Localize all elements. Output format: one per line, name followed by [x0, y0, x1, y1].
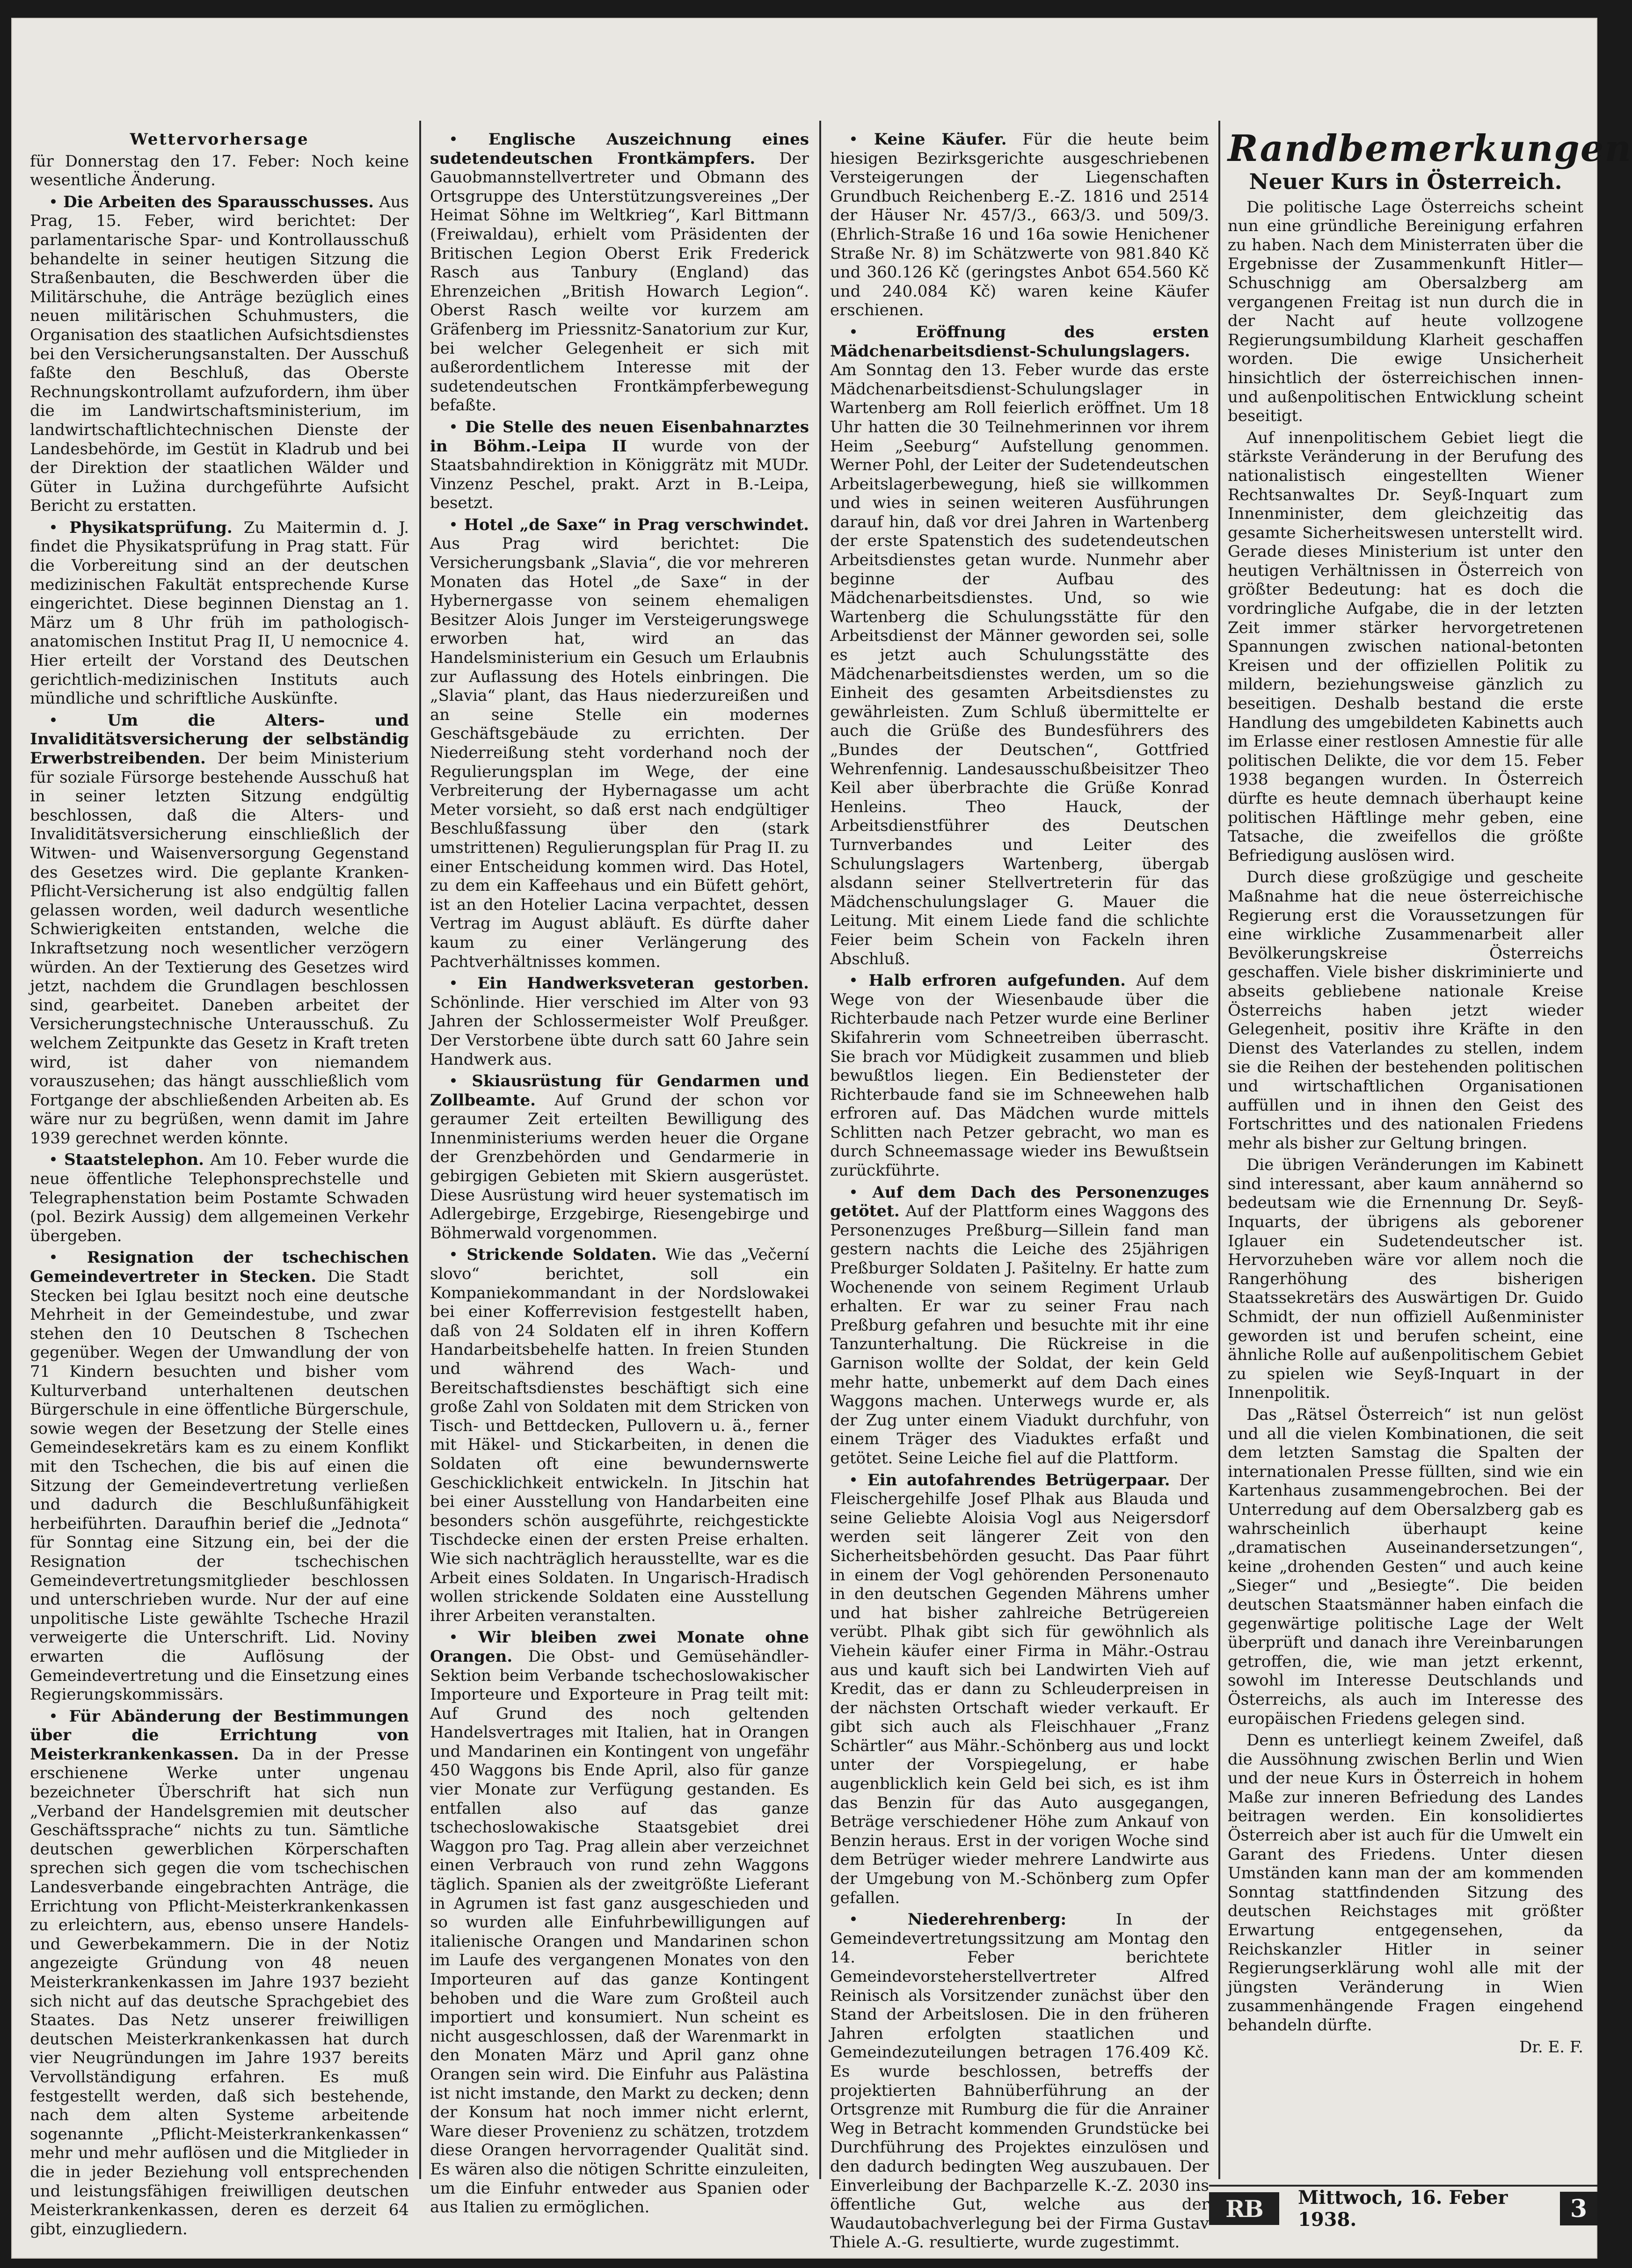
article-body: Auf dem Wege von der Wiesenbaude über die Richterbaude nach Petzer wurde eine Berliner Skifahrerin vom Schneetreiben überrascht. Sie brach vor Müdigkeit zusammen und blieb bewußtlos liegen. Ein Bediensteter der Richterbaude fand sie im Schneewehen halb erfroren auf. Das Mädchen wurde mittels Schlitten nach Petzer gebracht, wo man es durch Schneemassage wieder ins Bewußtsein zurückführte.: [830, 971, 1209, 1180]
article-body: Zu Maitermin d. J. findet die Physikatsprüfung in Prag statt. Für die Vorbereitung sind an der deutschen medizinischen Fakultät entsprechende Kurse eingerichtet. Diese beginnen Dienstag an 1. März um 8 Uhr früh im pathologisch-anatomischen Institut Prag II, U nemocnice 4. Hier erteilt der Vorstand des Deutschen gerichtlich-medizinischen Instituts auch mündliche und schriftliche Auskünfte.: [30, 518, 409, 708]
article-body: In der Gemeindevertretungssitzung am Montag den 14. Feber berichtete Gemeindevorsteherstellvertreter Alfred Reinisch als Vorsitzender zunächst über den Stand der Arbeitslosen. Die in den früheren Jahren erfolgten staatlichen und Gemeindezuteilungen betragen 176.409 Kč. Es wurde beschlossen, betreffs der projektierten Bahnüberführung an der Ortsgrenze mit Rumburg die für die Anrainer Weg in Betracht kommenden Grundstücke bei Durchführung des Projektes einzulösen und den dadurch bedingten Weg auszubauen. Der Einverleibung der Bachparzelle K.-Z. 2030 ins öffentliche Gut, welche aus der Waudautobachverlegung bei der Firma Gustav Thiele A.-G. resultierte, wurde zugestimmt.: [830, 1910, 1209, 2252]
article: • Skiausrüstung für Gendarmen und Zollbeamte. Auf Grund der schon vor geraumer Zeit erteilten Bewilligung des Innenministeriums werden heuer die Organe der Grenzbehörden und Gendarmerie in gebirgigen Gebieten mit Skiern ausgerüstet. Diese Ausrüstung wird heuer systematisch im Adlergebirge, Erzgebirge, Riesengebirge und Böhmerwald vorgenommen.: [430, 1072, 809, 1243]
issue-date: Mittwoch, 16. Feber 1938.: [1298, 2187, 1508, 2231]
article-body: Da in der Presse erschienene Werke unter ungenau bezeichneter Überschrift hat sich nun „Verband der Handelsgremien mit deutscher Geschäftssprache“ nichts zu tun. Sämtliche deutschen gewerblichen Körperschaften sprechen sich gegen die vom tschechischen Landesverbande eingebrachten Anträge, die Errichtung von Pflicht-Meisterkrankenkassen zu erleichtern, aus, ebenso unsere Handels- und Gewerbekammern. Die in der Notiz angezeigte Gründung von 48 neuen Meisterkrankenkassen im Jahre 1937 bezieht sich nicht auf das deutsche Sprachgebiet des Staates. Das Netz unserer freiwilligen deutschen Meisterkrankenkassen hat durch vier Neugründungen im Jahre 1937 bereits Vervollständigung erfahren. Es muß festgestellt werden, daß sich bestehende, nach dem alten Systeme arbeitende sogenannte „Pflicht-Meisterkrankenkassen“ mehr und mehr auflösen und die Mitglieder in die in jeder Beziehung voll entsprechenden und leistungsfähigen freiwilligen deutschen Meisterkrankenkassen, deren es derzeit 64 gibt, einzugliedern.: [30, 1745, 409, 2239]
article-headline: Resignation der tschechischen Gemeindevertreter in Stecken.: [30, 1248, 409, 1287]
article-body: Auf Grund der schon vor geraumer Zeit erteilten Bewilligung des Innenministeriums werden heuer die Organe der Grenzbehörden und Gendarmerie in gebirgigen Gebieten mit Skiern ausgerüstet. Diese Ausrüstung wird heuer systematisch im Adlergebirge, Erzgebirge, Riesengebirge und Böhmerwald vorgenommen.: [430, 1090, 809, 1243]
article-headline: Auf dem Dach des Personenzuges getötet.: [830, 1183, 1209, 1221]
article: • Halb erfroren aufgefunden. Auf dem Wege von der Wiesenbaude über die Richterbaude nach Petzer wurde eine Berliner Skifahrerin vom Schneetreiben überrascht. Sie brach vor Müdigkeit zusammen und blieb bewußtlos liegen. Ein Bediensteter der Richterbaude fand sie im Schneewehen halb erfroren auf. Das Mädchen wurde mittels Schlitten nach Petzer gebracht, wo man es durch Schneemassage wieder ins Bewußtsein zurückführte.: [830, 971, 1209, 1180]
article-headline: Englische Auszeichnung eines sudetendeutschen Frontkämpfers.: [430, 130, 809, 168]
article: • Hotel „de Saxe“ in Prag verschwindet. Aus Prag wird berichtet: Die Versicherungsbank „Slavia“, die vor mehreren Monaten das Hotel „de Saxe“ in der Hybernergasse von seinem ehemaligen Besitzer Alois Junger im Versteigerungswege erworben hat, wird an das Handelsministerium ein Gesuch um Erlaubnis zur Auflassung des Hotels einbringen. Die „Slavia“ plant, das Haus niederzureißen und an seine Stelle ein modernes Geschäftsgebäude zu errichten. Der Niederreißung steht vorderhand noch der Regulierungsplan im Wege, der eine Verbreiterung der Hybernagasse um acht Meter vorsieht, so daß erst nach endgültiger Beschlußfassung über den (stark umstrittenen) Regulierungsplan für Prag II. zu einer Entscheidung kommen wird. Das Hotel, zu dem ein Kaffeehaus und ein Büfett gehört, ist an den Hotelier Lacina verpachtet, dessen Vertrag im August abläuft. Es dürfte daher kaum zu einer Verlängerung des Pachtverhältnisses kommen.: [430, 515, 809, 971]
article-body: Auf der Plattform eines Waggons des Personenzuges Preßburg—Sillein fand man gestern nachts die Leiche des 25jährigen Preßburger Soldaten J. Pašitelny. Er hatte zum Wochenende von seinem Regiment Urlaub erhalten. Er war zu seiner Frau nach Preßburg gefahren und besuchte mit ihr eine Tanzunterhaltung. Die Rückreise in die Garnison wollte der Soldat, der kein Geld mehr hatte, unbemerkt auf dem Dach eines Waggons machen. Unterwegs wurde er, als der Zug unter einem Viadukt durchfuhr, von einem Träger des Viaduktes erfaßt und getötet. Seine Leiche fiel auf die Plattform.: [830, 1202, 1209, 1468]
article-body: wurde von der Staatsbahndirektion in Königgrätz mit MUDr. Vinzenz Peschel, prakt. Arzt in B.-Leipa, besetzt.: [430, 436, 809, 513]
article-headline: Ein Handwerksveteran gestorben.: [477, 974, 809, 993]
forecast-text: für Donnerstag den 17. Feber: Noch keine wesentliche Änderung.: [30, 152, 409, 190]
commentary-paragraph: Denn es unterliegt keinem Zweifel, daß die Aussöhnung zwischen Berlin und Wien und der neue Kurs in Österreich in hohem Maße zur inneren Befriedung des Landes beitragen werden. Ein konsolidiertes Österreich aber ist auch für die Umwelt ein Garant des Friedens. Unter diesen Umständen kann man der am kommenden Sonntag stattfindenden Sitzung des deutschen Reichstages mit größter Erwartung entgegensehen, da Reichskanzler Hitler in seiner Regierungserklärung wohl alle mit der jüngsten Veränderung in Wien zusammenhängende Fragen eingehend behandeln dürfte.: [1228, 1731, 1583, 2035]
article: • Wir bleiben zwei Monate ohne Orangen. Die Obst- und Gemüsehändler-Sektion beim Verbande tschechoslowakischer Importeure und Exporteure in Prag teilt mit: Auf Grund des noch geltenden Handelsvertrages mit Italien, hat in Orangen und Mandarinen ein Kontingent von ungefähr 450 Waggons bis Ende April, also für ganze vier Monate zur Verfügung gestanden. Es entfallen also auf das ganze tschechoslowakische Staatsgebiet drei Waggon pro Tag. Prag allein aber verzeichnet einen Verbrauch von rund zehn Waggons täglich. Spanien als der zweitgrößte Lieferant in Agrumen ist fast ganz ausgeschieden und so wurden alle Einfuhrbewilligungen auf italienische Orangen und Mandarinen schon im Laufe des vergangenen Monates von den Importeuren auf das ganze Kontingent behoben und die Ware zum Großteil auch importiert und konsumiert. Nun scheint es nicht ausgeschlossen, daß der Warenmarkt in den Monaten März und April ganz ohne Orangen sein wird. Die Einfuhr aus Palästina ist nicht imstande, den Markt zu decken; denn der Konsum hat noch immer nicht erlernt, Ware dieser Provenienz zu schätzen, trotzdem diese Orangen hervorragender Qualität sind. Es wären also die nötigen Schritte einzuleiten, um die Einfuhr entweder aus Spanien oder aus Italien zu ermöglichen.: [430, 1628, 809, 2217]
column-2: [430, 130, 809, 2217]
author-signature: Dr. E. F.: [1519, 2037, 1583, 2057]
article-headline: Physikatsprüfung.: [69, 518, 233, 537]
commentary-paragraph: Auf innenpolitischem Gebiet liegt die stärkste Veränderung in der Berufung des nationalistisch eingestellten Wiener Rechtsanwaltes Dr. Seyß-Inquart zum Innenminister, dem gleichzeitig das gesamte Sicherheitswesen unterstellt wird. Gerade dieses Ministerium ist unter den heutigen Verhältnissen in Österreich von größter Bedeutung: hat es doch die vordringliche Aufgabe, die in der letzten Zeit immer stärker hervorgetretenen Spannungen zwischen national-betonten Kreisen und der offiziellen Politik zu mildern, beziehungsweise gänzlich zu beseitigen. Deshalb bestand die erste Handlung des umgebildeten Kabinetts auch im Erlasse einer restlosen Amnestie für alle politischen Delikte, die vor dem 15. Feber 1938 begangen wurden. In Österreich dürfte es heute demnach überhaupt keine politischen Häftlinge mehr geben, eine Tatsache, die zweifellos die größte Befriedigung auslösen wird.: [1228, 428, 1583, 865]
article-headline: Neuer Kurs in Österreich.: [1249, 169, 1562, 194]
forecast-title: Wettervorhersage: [130, 130, 309, 149]
article-headline: Um die Alters- und Invaliditätsversicherung der selbständig Erwerbstreibenden.: [30, 711, 409, 768]
newspaper-page: [11, 18, 1632, 2259]
column-1: [30, 130, 409, 2239]
column-rule: [819, 121, 821, 2179]
article: • Um die Alters- und Invaliditätsversicherung der selbständig Erwerbstreibenden. Der beim Ministerium für soziale Fürsorge bestehende Ausschuß hat in seiner letzten Sitzung endgültig beschlossen, daß die Alters- und Invaliditätsversicherung einschließlich der Witwen- und Waisenversorgung Gegenstand des Gesetzes wird. Die geplante Kranken-Pflicht-Versicherung ist also endgültig fallen gelassen worden, weil dadurch wesentliche Schwierigkeiten entstanden, welche die Inkraftsetzung noch wesentlicher verzögern würden. An der Textierung des Gesetzes wird jetzt, nachdem die Grundlagen beschlossen sind, gearbeitet. Daneben arbeitet der Versicherungstechnische Unterausschuß. Zu welchem Zeitpunkte das Gesetz in Kraft treten wird, ist daher von niemandem vorauszusehen; das hängt ausschließlich vom Fortgange der abschließenden Arbeiten ab. Es wäre nur zu begrüßen, wenn damit im Jahre 1939 gerechnet werden könnte.: [30, 711, 409, 1148]
article-headline: Ein autofahrendes Betrügerpaar.: [867, 1470, 1170, 1490]
commentary-paragraph: Die übrigen Veränderungen im Kabinett sind interessant, aber kaum annähernd so bedeutsam wie die Ernennung Dr. Seyß-Inquarts, der übrigens als geborener Iglauer ein Sudetendeutscher ist. Hervorzuheben wäre vor allem noch die Rangerhöhung des bisherigen Staatssekretärs des Auswärtigen Dr. Guido Schmidt, der nun offiziell Außenminister geworden ist und berufen scheint, eine ähnliche Rolle auf außenpolitischem Gebiet zu spielen wie Seyß-Inquart in der Innenpolitik.: [1228, 1156, 1583, 1403]
article-headline: Hotel „de Saxe“ in Prag verschwindet.: [464, 515, 809, 534]
article-body: Wie das „Večerní slovo“ berichtet, soll ein Kompaniekommandant in der Nordslowakei bei einer Kofferrevision festgestellt haben, daß von 24 Soldaten elf in ihren Koffern Handarbeitsbehelfe hatten. In freien Stunden und während des Wach- und Bereitschaftsdienstes beschäftigt sich eine große Zahl von Soldaten mit dem Stricken von Tisch- und Bettdecken, Pullovern u. ä., ferner mit Häkel- und Stickarbeiten, in denen die Soldaten oft eine bewundernswerte Geschicklichkeit entwickeln. In Jitschin hat bei einer Ausstellung von Handarbeiten eine besonders schön ausgeführte, reichgestickte Tischdecke einen der ersten Preise erhalten. Wie sich nachträglich herausstellte, war es die Arbeit eines Soldaten. In Ungarisch-Hradisch wollen strickende Soldaten eine Ausstellung ihrer Arbeiten veranstalten.: [430, 1245, 809, 1625]
article-body: Am Sonntag den 13. Feber wurde das erste Mädchenarbeitsdienst-Schulungslager in Wartenberg am Roll feierlich eröffnet. Um 18 Uhr hatten die 30 Teilnehmerinnen vor ihrem Heim „Seeburg“ Aufstellung genommen. Werner Pohl, der Leiter der Sudetendeutschen Arbeitslagerbewegung, hieß sie willkommen und wies in seinen weiteren Ausführungen darauf hin, daß vor drei Jahren in Wartenberg der erste Spatenstich des sudetendeutschen Arbeitsdienstes getan wurde. Nunmehr aber beginne der Aufbau des Mädchenarbeitsdienstes. Und, so wie Wartenberg die Schulungsstätte für den Arbeitsdienst der Männer geworden sei, solle es jetzt auch Schulungsstätte des Mädchenarbeitsdienstes werden, um so die Einheit des gesamten Arbeitsdienstes zu gewährleisten. Zum Schluß übermittelte er auch die Grüße des Bundesführers des „Bundes der Deutschen“, Gottfried Wehrenfennig. Landesausschußbeisitzer Theo Keil aber überbrachte die Grüße Konrad Henleins. Theo Hauck, der Arbeitsdienstführer des Deutschen Turnverbandes und Leiter des Schulungslagers Wartenberg, übergab alsdann seiner Stellvertreterin für das Mädchenschulungslager G. Mauer die Leitung. Mit einem Liede fand die schlichte Feier beim Schein von Fackeln ihren Abschluß.: [830, 361, 1209, 968]
article: • Auf dem Dach des Personenzuges getötet. Auf der Plattform eines Waggons des Personenzuges Preßburg—Sillein fand man gestern nachts die Leiche des 25jährigen Preßburger Soldaten J. Pašitelny. Er hatte zum Wochenende von seinem Regiment Urlaub erhalten. Er war zu seiner Frau nach Preßburg gefahren und besuchte mit ihr eine Tanzunterhaltung. Die Rückreise in die Garnison wollte der Soldat, der kein Geld mehr hatte, unbemerkt auf dem Dach eines Waggons machen. Unterwegs wurde er, als der Zug unter einem Viadukt durchfuhr, von einem Träger des Viaduktes erfaßt und getötet. Seine Leiche fiel auf die Plattform.: [830, 1183, 1209, 1468]
commentary-paragraph: Das „Rätsel Österreich“ ist nun gelöst und all die vielen Kombinationen, die seit dem letzten Samstag die Spalten der internationalen Presse füllten, sind wie ein Kartenhaus zusammengebrochen. Bei der Unterredung auf dem Obersalzberg gab es wahrscheinlich überhaupt keine „dramatischen Auseinandersetzungen“, keine „drohenden Gesten“ und auch keine „Sieger“ und „Besiegte“. Die beiden deutschen Staatsmänner haben einfach die gegenwärtige politische Lage der Welt überprüft und danach ihre Vereinbarungen getroffen, die, wie man jetzt erkennt, sowohl im Interesse Deutschlands und Österreichs, als auch im Interesse des europäischen Friedens gelegen sind.: [1228, 1405, 1583, 1728]
section-title: Randbemerkungen: [1228, 127, 1632, 170]
article-body: Für die heute beim hiesigen Bezirksgerichte ausgeschriebenen Versteigerungen der Liegenschaften Grundbuch Reichenberg E.-Z. 1816 und 2514 der Häuser Nr. 457/3., 663/3. und 509/3. (Ehrlich-Straße 16 und 16a sowie Henichener Straße Nr. 8) im Schätzwerte von 981.840 Kč und 360.126 Kč (geringstes Anbot 654.560 Kč und 240.084 Kč) waren keine Käufer erschienen.: [830, 130, 1209, 320]
article-headline: Die Stelle des neuen Eisenbahnarztes in Böhm.-Leipa II: [430, 417, 809, 456]
column-3: [830, 130, 1209, 2252]
article-body: Schönlinde. Hier verschied im Alter von 93 Jahren der Schlossermeister Wolf Preußger. Der Verstorbene übte durch satt 60 Jahre sein Handwerk aus.: [430, 993, 809, 1069]
article: • Strickende Soldaten. Wie das „Večerní slovo“ berichtet, soll ein Kompaniekommandant in der Nordslowakei bei einer Kofferrevision festgestellt haben, daß von 24 Soldaten elf in ihren Koffern Handarbeitsbehelfe hatten. In freien Stunden und während des Wach- und Bereitschaftsdienstes beschäftigt sich eine große Zahl von Soldaten mit dem Stricken von Tisch- und Bettdecken, Pullovern u. ä., ferner mit Häkel- und Stickarbeiten, in denen die Soldaten oft eine bewundernswerte Geschicklichkeit entwickeln. In Jitschin hat bei einer Ausstellung von Handarbeiten eine besonders schön ausgeführte, reichgestickte Tischdecke einen der ersten Preise erhalten. Wie sich nachträglich herausstellte, war es die Arbeit eines Soldaten. In Ungarisch-Hradisch wollen strickende Soldaten eine Ausstellung ihrer Arbeiten veranstalten.: [430, 1245, 809, 1625]
page-footer: [1209, 2185, 1597, 2231]
article-headline: Niederehrenberg:: [907, 1910, 1067, 1929]
article-body: Die Stadt Stecken bei Iglau besitzt noch eine deutsche Mehrheit in der Gemeindestube, und zwar stehen den 10 Deutschen 8 Tschechen gegenüber. Wegen der Umwandlung der von 71 Kindern besuchten und bisher vom Kulturverband unterhaltenen deutschen Bürgerschule in eine öffentliche Bürgerschule, sowie wegen der Besetzung der Stelle eines Gemeindesekretärs kam es zu einem Konflikt mit den Tschechen, die bis auf einen die Sitzung der Gemeindevertretung verließen und dadurch die Beschlußunfähigkeit herbeiführten. Daraufhin berief die „Jednota“ für Sonntag eine Sitzung ein, bei der die Resignation der tschechischen Gemeindevertretungsmitglieder beschlossen und unterschrieben wurde. Nur der auf eine unpolitische Liste gewählte Tscheche Hrazil verweigerte die Unterschrift. Lid. Noviny erwarten die Auflösung der Gemeindevertretung und die Einsetzung eines Regierungskommissärs.: [30, 1267, 409, 1704]
article-body: Aus Prag, 15. Feber, wird berichtet: Der parlamentarische Spar- und Kontrollausschuß behandelte in seiner heutigen Sitzung die Straßenbauten, die Beschwerden über die Militärschuhe, die Anträge bezüglich eines neuen militärischen Schuhmusters, die Organisation des staatlichen Aufsichtsdienstes bei den Versicherungsanstalten. Der Ausschuß faßte den Beschluß, das Oberste Rechnungskontrollamt aufzufordern, ihm über die im Landwirtschaftsministerium, im landwirtschaftlichtechnischen Dienste der Landesbehörde, im Gestüt in Kladrub und bei der Direktion der staatlichen Wälder und Güter in Lužina durchgeführte Aufsicht Bericht zu erstatten.: [30, 192, 409, 516]
article-headline: Keine Käufer.: [874, 130, 1007, 149]
article-headline: Halb erfroren aufgefunden.: [868, 971, 1126, 990]
article-body: Die Obst- und Gemüsehändler-Sektion beim Verbande tschechoslowakischer Importeure und Exporteure in Prag teilt mit: Auf Grund des noch geltenden Handelsvertrages mit Italien, hat in Orangen und Mandarinen ein Kontingent von ungefähr 450 Waggons bis Ende April, also für ganze vier Monate zur Verfügung gestanden. Es entfallen also auf das ganze tschechoslowakische Staatsgebiet drei Waggon pro Tag. Prag allein aber verzeichnet einen Verbrauch von rund zehn Waggons täglich. Spanien als der zweitgrößte Lieferant in Agrumen ist fast ganz ausgeschieden und so wurden alle Einfuhrbewilligungen auf italienische Orangen und Mandarinen schon im Laufe des vergangenen Monates von den Importeuren auf das ganze Kontingent behoben und die Ware zum Großteil auch importiert und konsumiert. Nun scheint es nicht ausgeschlossen, daß der Warenmarkt in den Monaten März und April ganz ohne Orangen sein wird. Die Einfuhr aus Palästina ist nicht imstande, den Markt zu decken; denn der Konsum hat noch immer nicht erlernt, Ware dieser Provenienz zu schätzen, trotzdem diese Orangen hervorragender Qualität sind. Es wären also die nötigen Schritte einzuleiten, um die Einfuhr entweder aus Spanien oder aus Italien zu ermöglichen.: [430, 1647, 809, 2217]
article-body: Der Fleischergehilfe Josef Plhak aus Blauda und seine Geliebte Aloisia Vogl aus Neigersdorf werden seit längerer Zeit von den Sicherheitsbehörden gesucht. Das Paar führt in einem der Vogl gehörenden Personenauto in den deutschen Gegenden Mährens umher und hat bisher zahlreiche Betrügereien verübt. Plhak gibt sich für gewöhnlich als Viehein käufer einer Firma in Mähr.-Ostrau aus und kauft sich bei Landwirten Vieh auf Kredit, das er dann zu Schleuderpreisen in der nächsten Ortschaft wieder verkauft. Er gibt sich auch als Fleischhauer „Franz Schärtler“ aus Mähr.-Schönberg aus und lockt unter der Vorspiegelung, er habe augenblicklich kein Geld bei sich, es ist ihm das Benzin für das Auto ausgegangen, Beträge verschiedener Höhe zum Ankauf von Benzin heraus. Erst in der vorigen Woche sind dem Betrüger wieder mehrere Landwirte aus der Umgebung von M.-Schönberg zum Opfer gefallen.: [830, 1470, 1209, 1907]
commentary-paragraph: Durch diese großzügige und gescheite Maßnahme hat die neue österreichische Regierung erst die Voraussetzungen für eine wirkliche Zusammenarbeit aller Bevölkerungskreise Österreichs geschaffen. Viele bisher diskriminierte und abseits gebliebene nationale Kreise Österreichs haben jetzt wieder Gelegenheit, positiv ihre Kräfte in den Dienst des Vaterlandes zu stellen, indem sie die Reihen der bestehenden politischen und wirtschaftlichen Organisationen auffüllen und in ihnen den Geist des Fortschrittes und des nationalen Friedens mehr als bisher zur Geltung bringen.: [1228, 868, 1583, 1153]
newspaper-logo: RB: [1209, 2192, 1279, 2225]
column-rule: [419, 121, 421, 2179]
article-body: Der Gauobmannstellvertreter und Obmann des Ortsgruppe des Unterstützungsvereines „Der Heimat Söhne im Weltkrieg“, Karl Bittmann (Freiwaldau), erhielt vom Präsidenten der Britischen Legion Oberst Erik Frederick Rasch aus Tanbury (England) das Ehrenzeichen „British Howarch Legion“. Oberst Rasch weilte vor kurzem am Gräfenberg im Priessnitz-Sanatorium zur Kur, bei welcher Gelegenheit er sich mit außerordentlichem Interesse mit der sudetendeutschen Frontkämpferbewegung befaßte.: [430, 149, 809, 415]
commentary-paragraph: Die politische Lage Österreichs scheint nun eine gründliche Bereinigung erfahren zu haben. Nach dem Ministerraten über die Ergebnisse der Zusammenkunft Hitler—Schuschnigg am Obersalzberg am vergangenen Freitag ist nun durch die in der Nacht auf heute vollzogene Regierungsumbildung Klarheit geschaffen worden. Die ewige Unsicherheit hinsichtlich der österreichischen innen- und außenpolitischen Entwicklung scheint beseitigt.: [1228, 197, 1583, 426]
article-body: Aus Prag wird berichtet: Die Versicherungsbank „Slavia“, die vor mehreren Monaten das Hotel „de Saxe“ in der Hybernergasse von seinem ehemaligen Besitzer Alois Junger im Versteigerungswege erworben hat, wird an das Handelsministerium ein Gesuch um Erlaubnis zur Auflassung des Hotels einbringen. Die „Slavia“ plant, das Haus niederzureißen und an seine Stelle ein modernes Geschäftsgebäude zu errichten. Der Niederreißung steht vorderhand noch der Regulierungsplan im Wege, der eine Verbreiterung der Hybernagasse um acht Meter vorsieht, so daß erst nach endgültiger Beschlußfassung über den (stark umstrittenen) Regulierungsplan für Prag II. zu einer Entscheidung kommen wird. Das Hotel, zu dem ein Kaffeehaus und ein Büfett gehört, ist an den Hotelier Lacina verpachtet, dessen Vertrag im August abläuft. Es dürfte daher kaum zu einer Verlängerung des Pachtverhältnisses kommen.: [430, 534, 809, 971]
article-headline: Skiausrüstung für Gendarmen und Zollbeamte.: [430, 1072, 809, 1110]
article: • Physikatsprüfung. Zu Maitermin d. J. findet die Physikatsprüfung in Prag statt. Für die Vorbereitung sind an der deutschen medizinischen Fakultät entsprechende Kurse eingerichtet. Diese beginnen Dienstag an 1. März um 8 Uhr früh im pathologisch-anatomischen Institut Prag II, U nemocnice 4. Hier erteilt der Vorstand des Deutschen gerichtlich-medizinischen Instituts auch mündliche und schriftliche Auskünfte.: [30, 518, 409, 708]
article-headline: Für Abänderung der Bestimmungen über die Errichtung von Meisterkrankenkassen.: [30, 1707, 409, 1764]
article-headline: Staatstelephon.: [64, 1150, 204, 1170]
article-body: Am 10. Feber wurde die neue öffentliche Telephonsprechstelle und Telegraphenstation beim Postamte Schwaden (pol. Bezirk Aussig) dem allgemeinen Verkehr übergeben.: [30, 1150, 409, 1245]
article-headline: Eröffnung des ersten Mädchenarbeitsdienst-Schulungslagers.: [830, 322, 1209, 361]
page-number: 3: [1560, 2192, 1597, 2225]
article: • Resignation der tschechischen Gemeindevertreter in Stecken. Die Stadt Stecken bei Iglau besitzt noch eine deutsche Mehrheit in der Gemeindestube, und zwar stehen den 10 Deutschen 8 Tschechen gegenüber. Wegen der Umwandlung der von 71 Kindern besuchten und bisher vom Kulturverband unterhaltenen deutschen Bürgerschule in eine öffentliche Bürgerschule, sowie wegen der Besetzung der Stelle eines Gemeindesekretärs kam es zu einem Konflikt mit den Tschechen, die bis auf einen die Sitzung der Gemeindevertretung verließen und dadurch die Beschlußunfähigkeit herbeiführten. Daraufhin berief die „Jednota“ für Sonntag eine Sitzung ein, bei der die Resignation der tschechischen Gemeindevertretungsmitglieder beschlossen und unterschrieben wurde. Nur der auf eine unpolitische Liste gewählte Tscheche Hrazil verweigerte die Unterschrift. Lid. Noviny erwarten die Auflösung der Gemeindevertretung und die Einsetzung eines Regierungskommissärs.: [30, 1248, 409, 1704]
article: • Die Stelle des neuen Eisenbahnarztes in Böhm.-Leipa II wurde von der Staatsbahndirektion in Königgrätz mit MUDr. Vinzenz Peschel, prakt. Arzt in B.-Leipa, besetzt.: [430, 417, 809, 513]
article: • Englische Auszeichnung eines sudetendeutschen Frontkämpfers. Der Gauobmannstellvertreter und Obmann des Ortsgruppe des Unterstützungsvereines „Der Heimat Söhne im Weltkrieg“, Karl Bittmann (Freiwaldau), erhielt vom Präsidenten der Britischen Legion Oberst Erik Frederick Rasch aus Tanbury (England) das Ehrenzeichen „British Howarch Legion“. Oberst Rasch weilte vor kurzem am Gräfenberg im Priessnitz-Sanatorium zur Kur, bei welcher Gelegenheit er sich mit außerordentlichem Interesse mit der sudetendeutschen Frontkämpferbewegung befaßte.: [430, 130, 809, 415]
article: • Niederehrenberg: In der Gemeindevertretungssitzung am Montag den 14. Feber berichtete Gemeindevorsteherstellvertreter Alfred Reinisch als Vorsitzender zunächst über den Stand der Arbeitslosen. Die in den früheren Jahren erfolgten staatlichen und Gemeindezuteilungen betragen 176.409 Kč. Es wurde beschlossen, betreffs der projektierten Bahnüberführung an der Ortsgrenze mit Rumburg die für die Anrainer Weg in Betracht kommenden Grundstücke bei Durchführung des Projektes einzulösen und den dadurch bedingten Weg auszubauen. Der Einverleibung der Bachparzelle K.-Z. 2030 ins öffentliche Gut, welche aus der Waudautobachverlegung bei der Firma Gustav Thiele A.-G. resultierte, wurde zugestimmt.: [830, 1910, 1209, 2252]
article: • Ein Handwerksveteran gestorben. Schönlinde. Hier verschied im Alter von 93 Jahren der Schlossermeister Wolf Preußger. Der Verstorbene übte durch satt 60 Jahre sein Handwerk aus.: [430, 974, 809, 1069]
article: • Die Arbeiten des Sparausschusses. Aus Prag, 15. Feber, wird berichtet: Der parlamentarische Spar- und Kontrollausschuß behandelte in seiner heutigen Sitzung die Straßenbauten, die Beschwerden über die Militärschuhe, die Anträge bezüglich eines neuen militärischen Schuhmusters, die Organisation des staatlichen Aufsichtsdienstes bei den Versicherungsanstalten. Der Ausschuß faßte den Beschluß, das Oberste Rechnungskontrollamt aufzufordern, ihm über die im Landwirtschaftsministerium, im landwirtschaftlichtechnischen Dienste der Landesbehörde, im Gestüt in Kladrub und bei der Direktion der staatlichen Wälder und Güter in Lužina durchgeführte Aufsicht Bericht zu erstatten.: [30, 192, 409, 516]
article-body: Der beim Ministerium für soziale Fürsorge bestehende Ausschuß hat in seiner letzten Sitzung endgültig beschlossen, daß die Alters- und Invaliditätsversicherung einschließlich der Witwen- und Waisenversorgung Gegenstand des Gesetzes wird. Die geplante Kranken-Pflicht-Versicherung ist also endgültig fallen gelassen worden, weil dadurch wesentliche Schwierigkeiten entstanden, welche die Inkraftsetzung noch wesentlicher verzögern würden. An der Textierung des Gesetzes wird jetzt, nachdem die Grundlagen beschlossen sind, gearbeitet. Daneben arbeitet der Versicherungstechnische Unterausschuß. Zu welchem Zeitpunkte das Gesetz in Kraft treten wird, ist daher von niemandem vorauszusehen; das hängt ausschließlich vom Fortgange der abschließenden Arbeiten ab. Es wäre nur zu begrüßen, wenn damit im Jahre 1939 gerechnet werden könnte.: [30, 749, 409, 1148]
article: • Staatstelephon. Am 10. Feber wurde die neue öffentliche Telephonsprechstelle und Telegraphenstation beim Postamte Schwaden (pol. Bezirk Aussig) dem allgemeinen Verkehr übergeben.: [30, 1150, 409, 1245]
article: • Eröffnung des ersten Mädchenarbeitsdienst-Schulungslagers. Am Sonntag den 13. Feber wurde das erste Mädchenarbeitsdienst-Schulungslager in Wartenberg am Roll feierlich eröffnet. Um 18 Uhr hatten die 30 Teilnehmerinnen vor ihrem Heim „Seeburg“ Aufstellung genommen. Werner Pohl, der Leiter der Sudetendeutschen Arbeitslagerbewegung, hieß sie willkommen und wies in seinen weiteren Ausführungen darauf hin, daß vor drei Jahren in Wartenberg der erste Spatenstich des sudetendeutschen Arbeitsdienstes getan wurde. Nunmehr aber beginne der Aufbau des Mädchenarbeitsdienstes. Und, so wie Wartenberg die Schulungsstätte für den Arbeitsdienst der Männer geworden sei, solle es jetzt auch Schulungsstätte des Mädchenarbeitsdienstes werden, um so die Einheit des gesamten Arbeitsdienstes zu gewährleisten. Zum Schluß übermittelte er auch die Grüße des Bundesführers des „Bundes der Deutschen“, Gottfried Wehrenfennig. Landesausschußbeisitzer Theo Keil aber überbrachte die Grüße Konrad Henleins. Theo Hauck, der Arbeitsdienstführer des Deutschen Turnverbandes und Leiter des Schulungslagers Wartenberg, übergab alsdann seiner Stellvertreterin für das Mädchenschulungslager G. Mauer die Leitung. Mit einem Liede fand die schlichte Feier beim Schein von Fackeln ihren Abschluß.: [830, 322, 1209, 968]
column-rule: [1218, 121, 1220, 2179]
article-headline: Wir bleiben zwei Monate ohne Orangen.: [430, 1628, 809, 1666]
article-headline: Strickende Soldaten.: [466, 1245, 657, 1265]
article: • Für Abänderung der Bestimmungen über die Errichtung von Meisterkrankenkassen. Da in der Presse erschienene Werke unter ungenau bezeichneter Überschrift hat sich nun „Verband der Handelsgremien mit deutscher Geschäftssprache“ nichts zu tun. Sämtliche deutschen gewerblichen Körperschaften sprechen sich gegen die vom tschechischen Landesverbande eingebrachten Anträge, die Errichtung von Pflicht-Meisterkrankenkassen zu erleichtern, aus, ebenso unsere Handels- und Gewerbekammern. Die in der Notiz angezeigte Gründung von 48 neuen Meisterkrankenkassen im Jahre 1937 bezieht sich nicht auf das deutsche Sprachgebiet des Staates. Das Netz unserer freiwilligen deutschen Meisterkrankenkassen hat durch vier Neugründungen im Jahre 1937 bereits Vervollständigung erfahren. Es muß festgestellt werden, daß sich bestehende, nach dem alten Systeme arbeitende sogenannte „Pflicht-Meisterkrankenkassen“ mehr und mehr auflösen und die Mitglieder in die in jeder Beziehung voll entsprechenden und leistungsfähigen freiwilligen deutschen Meisterkrankenkassen, deren es derzeit 64 gibt, einzugliedern.: [30, 1707, 409, 2239]
column-randbemerkungen: [1228, 127, 1632, 2212]
article-headline: Die Arbeiten des Sparausschusses.: [63, 192, 374, 211]
article: • Ein autofahrendes Betrügerpaar. Der Fleischergehilfe Josef Plhak aus Blauda und seine Geliebte Aloisia Vogl aus Neigersdorf werden seit längerer Zeit von den Sicherheitsbehörden gesucht. Das Paar führt in einem der Vogl gehörenden Personenauto in den deutschen Gegenden Mährens umher und hat bisher zahlreiche Betrügereien verübt. Plhak gibt sich für gewöhnlich als Viehein käufer einer Firma in Mähr.-Ostrau aus und kauft sich bei Landwirten Vieh auf Kredit, das er dann zu Schleuderpreisen in der nächsten Ortschaft wieder verkauft. Er gibt sich auch als Fleischhauer „Franz Schärtler“ aus Mähr.-Schönberg aus und lockt unter der Vorspiegelung, er habe augenblicklich kein Geld bei sich, es ist ihm das Benzin für das Auto ausgegangen, Beträge verschiedener Höhe zum Ankauf von Benzin heraus. Erst in der vorigen Woche sind dem Betrüger wieder mehrere Landwirte aus der Umgebung von M.-Schönberg zum Opfer gefallen.: [830, 1470, 1209, 1907]
article: • Keine Käufer. Für die heute beim hiesigen Bezirksgerichte ausgeschriebenen Versteigerungen der Liegenschaften Grundbuch Reichenberg E.-Z. 1816 und 2514 der Häuser Nr. 457/3., 663/3. und 509/3. (Ehrlich-Straße 16 und 16a sowie Henichener Straße Nr. 8) im Schätzwerte von 981.840 Kč und 360.126 Kč (geringstes Anbot 654.560 Kč und 240.084 Kč) waren keine Käufer erschienen.: [830, 130, 1209, 320]
